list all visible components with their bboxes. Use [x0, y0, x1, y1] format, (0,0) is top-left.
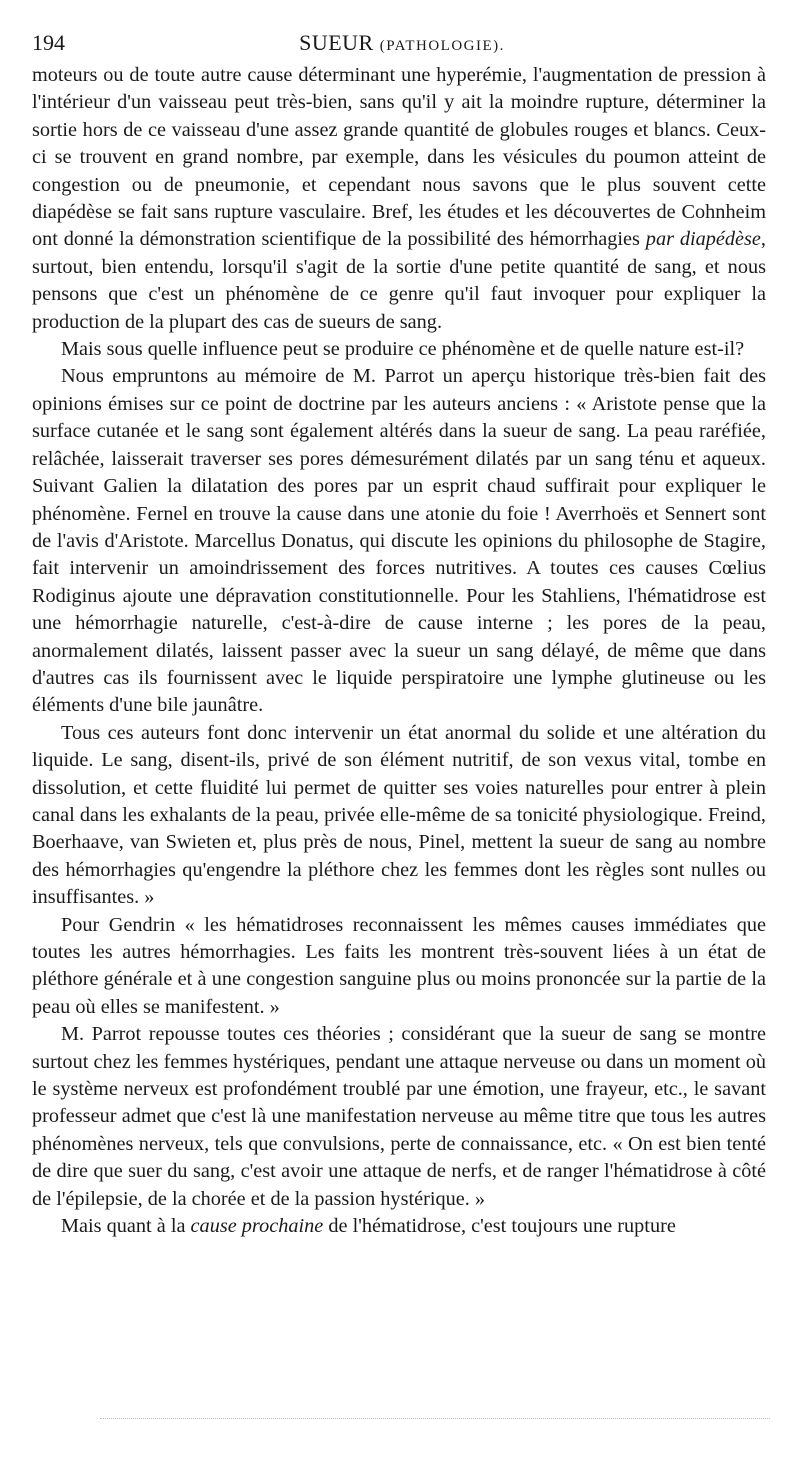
text-run: Mais sous quelle influence peut se produire ce phénomène et de quelle nature est-il? — [61, 338, 745, 361]
text-run: de l'hématidrose, c'est toujours une rupture — [323, 1215, 676, 1238]
page-number: 194 — [32, 30, 65, 55]
text-run: Mais quant à la — [61, 1215, 191, 1238]
body-text — [32, 62, 766, 1240]
running-head — [32, 26, 772, 60]
paragraph — [32, 1021, 766, 1213]
text-run: Tous ces auteurs font donc intervenir un état anormal du solide et une altération du liquide. Le sang, disent-ils, privé de son élément nutritif, de son vexus vital, tombe en dissolution, et cette fluidité lui permet de quitter ses voies naturelles pour entrer à plein canal dans les exhalants de la peau, privée elle-même de sa tonicité physiologique. Freind, Boerhaave, van Swieten et, plus près de nous, Pinel, mettent la sueur de sang au nombre des hémorrhagies qu'engendre la pléthore chez les femmes dont les règles sont nulles ou insuffisantes. » — [32, 721, 766, 909]
text-run: M. Parrot repousse toutes ces théories ; considérant que la sueur de sang se montre surtout chez les femmes hystériques, pendant une attaque nerveuse ou dans un moment où le système nerveux est profondément troublé par une émotion, une frayeur, etc., le savant professeur admet que c'est là une manifestation nerveuse au même titre que tous les autres phénomènes nerveux, tels que convulsions, perte de connaissance, etc. « On est bien tenté de dire que suer du sang, c'est avoir une attaque de nerfs, et de ranger l'hématidrose à côté de l'épilepsie, de la chorée et de la passion hystérique. » — [32, 1023, 766, 1210]
italic-phrase: cause prochaine — [190, 1215, 324, 1238]
running-title — [32, 26, 772, 63]
paragraph — [32, 62, 766, 336]
italic-phrase: par diapédèse — [645, 228, 761, 251]
paragraph — [32, 720, 766, 912]
text-run: Nous empruntons au mémoire de M. Parrot un aperçu historique très-bien fait des opinions émises sur ce point de doctrine par les auteurs anciens : « Aristote pense que la surface cutanée et le sang sont également altérés dans la sueur de sang. La peau raréfiée, relâchée, laisserait traverser ses pores démesurément dilatés par un sang ténu et aqueux. Suivant Galien la dilatation des pores par un esprit chaud suffirait pour expliquer le phénomène. Fernel en trouve la cause dans une atonie du foie ! Averrhoës et Sennert sont de l'avis d'Aristote. Marcellus Donatus, qui discute les opinions du philosophe de Stagire, fait intervenir un amoindrissement des forces nutritives. A toutes ces causes Cœlius Rodiginus ajoute une dépravation constitutionnelle. Pour les Stahliens, l'hématidrose est une hémorrhagie naturelle, c'est-à-dire de cause interne ; les pores de la peau, anormalement dilatés, laissent passer avec la sueur un sang délayé, de même que dans d'autres cas ils fournissent avec le liquide perspiratoire une lymphe glutineuse ou les éléments d'une bile jaunâtre. — [32, 365, 766, 717]
bottom-rule — [100, 1418, 770, 1419]
paragraph — [32, 1213, 766, 1240]
text-run: Pour Gendrin « les hématidroses reconnaissent les mêmes causes immédiates que toutes les autres hémorrhagies. Les faits les montrent très-souvent liées à un état de pléthore générale et à une congestion sanguine plus ou moins prononcée sur la partie de la peau où elles se manifestent. » — [32, 913, 766, 1018]
paragraph — [32, 336, 766, 363]
text-run: , surtout, bien entendu, lorsqu'il s'agit de la sortie d'une petite quantité de sang, et nous pensons que c'est un phénomène de ce genre qu'il faut invoquer pour expliquer la production de la plupart des cas de sueurs de sang. — [32, 228, 766, 333]
running-title-main: SUEUR — [299, 30, 374, 55]
text-run: moteurs ou de toute autre cause déterminant une hyperémie, l'augmentation de pression à l'intérieur d'un vaisseau peut très-bien, sans qu'il y ait la moindre rupture, déterminer la sortie hors de ce vaisseau d'une assez grande quantité de globules rouges et blancs. Ceux-ci se trouvent en grand nombre, par exemple, dans les vésicules du poumon atteint de congestion ou de pneumonie, et cependant nous savons que le plus souvent cette diapédèse se fait sans rupture vasculaire. Bref, les études et les découvertes de Cohnheim ont donné la démonstration scientifique de la possibilité des hémorrhagies — [32, 64, 766, 251]
paragraph — [32, 363, 766, 719]
running-title-sub: (PATHOLOGIE). — [379, 38, 505, 54]
paragraph — [32, 912, 766, 1022]
